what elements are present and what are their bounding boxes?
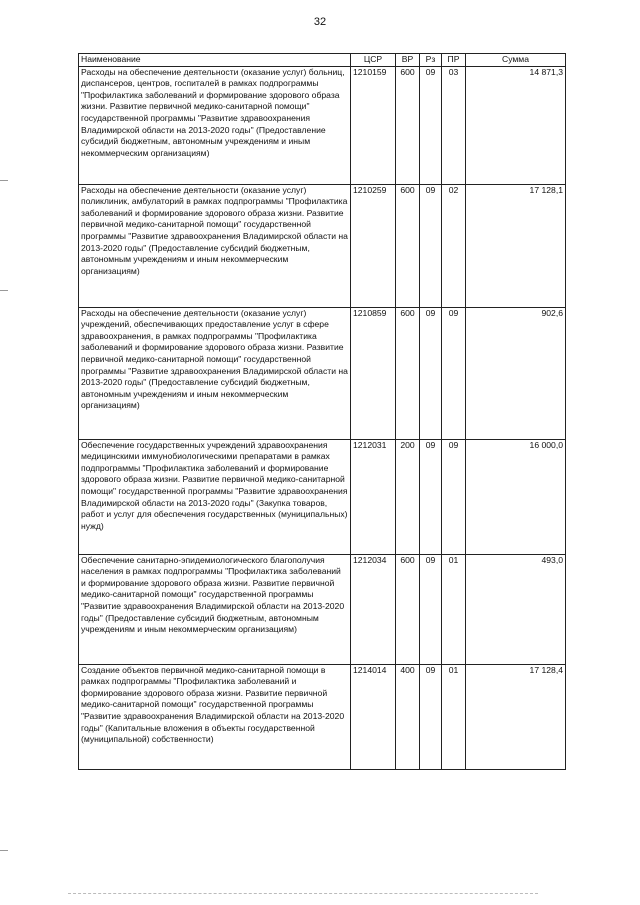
- row-vr: 600: [396, 554, 420, 664]
- row-sum: 17 128,4: [466, 664, 566, 769]
- row-pr: 09: [442, 307, 466, 439]
- row-sum: 14 871,3: [466, 66, 566, 184]
- header-csr: ЦСР: [351, 54, 396, 67]
- row-vr: 400: [396, 664, 420, 769]
- bottom-scan-line: [68, 893, 538, 894]
- row-rz: 09: [420, 439, 442, 554]
- row-vr: 600: [396, 307, 420, 439]
- page-number: 32: [313, 16, 327, 28]
- row-rz: 09: [420, 184, 442, 307]
- table-row: [79, 307, 566, 439]
- header-rz: Рз: [420, 54, 442, 67]
- row-pr: 02: [442, 184, 466, 307]
- row-pr: 01: [442, 664, 466, 769]
- table-row: [79, 184, 566, 307]
- row-csr: 1210259: [351, 184, 396, 307]
- row-sum: 902,6: [466, 307, 566, 439]
- row-csr: 1212034: [351, 554, 396, 664]
- scan-edge-mark: [0, 850, 8, 851]
- table-row: [79, 439, 566, 554]
- row-vr: 600: [396, 66, 420, 184]
- scan-edge-mark: [0, 290, 8, 291]
- row-name: Создание объектов первичной медико-санитарной помощи в рамках подпрограммы "Профилактика заболеваний и формирование здорового образа жизни. Развитие первичной медико-санитарной помощи" государственной программы "Развитие здравоохранения Владимирской области на 2013-2020 годы" (Капитальные вложения в объекты государственной (муниципальной) собственности): [79, 664, 351, 769]
- row-csr: 1210159: [351, 66, 396, 184]
- row-rz: 09: [420, 307, 442, 439]
- row-csr: 1214014: [351, 664, 396, 769]
- table-row: [79, 664, 566, 769]
- row-rz: 09: [420, 664, 442, 769]
- row-csr: 1212031: [351, 439, 396, 554]
- row-vr: 600: [396, 184, 420, 307]
- budget-table: [78, 53, 566, 770]
- row-csr: 1210859: [351, 307, 396, 439]
- header-sum: Сумма: [466, 54, 566, 67]
- row-name: Расходы на обеспечение деятельности (оказание услуг) учреждений, обеспечивающих предоставление услуг в сфере здравоохранения, в рамках подпрограммы "Профилактика заболеваний и формирование здорового образа жизни. Развитие первичной медико-санитарной помощи" государственной программы "Развитие здравоохранения Владимирской области на 2013-2020 годы" (Предоставление субсидий бюджетным, автономным учреждениям и иным некоммерческим организациям): [79, 307, 351, 439]
- row-pr: 01: [442, 554, 466, 664]
- row-sum: 16 000,0: [466, 439, 566, 554]
- row-vr: 200: [396, 439, 420, 554]
- row-pr: 03: [442, 66, 466, 184]
- row-name: Расходы на обеспечение деятельности (оказание услуг) больниц, диспансеров, центров, госпиталей в рамках подпрограммы "Профилактика заболеваний и формирование здорового образа жизни. Развитие первичной медико-санитарной помощи" государственной программы "Развитие здравоохранения Владимирской области на 2013-2020 годы" (Предоставление субсидий бюджетным, автономным учреждениям и иным некоммерческим организациям): [79, 66, 351, 184]
- table-row: [79, 66, 566, 184]
- row-rz: 09: [420, 66, 442, 184]
- table-row: [79, 554, 566, 664]
- scan-edge-mark: [0, 180, 8, 181]
- header-name: Наименование: [79, 54, 351, 67]
- row-name: Расходы на обеспечение деятельности (оказание услуг) поликлиник, амбулаторий в рамках подпрограммы "Профилактика заболеваний и формирование здорового образа жизни. Развитие первичной медико-санитарной помощи" государственной программы "Развитие здравоохранения Владимирской области на 2013-2020 годы" (Предоставление субсидий бюджетным, автономным учреждениям и иным некоммерческим организациям): [79, 184, 351, 307]
- table-header-row: [79, 54, 566, 67]
- row-sum: 493,0: [466, 554, 566, 664]
- header-vr: ВР: [396, 54, 420, 67]
- row-rz: 09: [420, 554, 442, 664]
- row-name: Обеспечение государственных учреждений здравоохранения медицинскими иммунобиологическими препаратами в рамках подпрограммы "Профилактика заболеваний и формирование здорового образа жизни. Развитие первичной медико-санитарной помощи" государственной программы "Развитие здравоохранения Владимирской области на 2013-2020 годы" (Закупка товаров, работ и услуг для обеспечения государственных (муниципальных) нужд): [79, 439, 351, 554]
- row-sum: 17 128,1: [466, 184, 566, 307]
- row-name: Обеспечение санитарно-эпидемиологического благополучия населения в рамках подпрограммы "Профилактика заболеваний и формирование здорового образа жизни. Развитие первичной медико-санитарной помощи" государственной программы "Развитие здравоохранения Владимирской области на 2013-2020 годы" (Предоставление субсидий бюджетным, автономным учреждениям и иным некоммерческим организациям): [79, 554, 351, 664]
- row-pr: 09: [442, 439, 466, 554]
- header-pr: ПР: [442, 54, 466, 67]
